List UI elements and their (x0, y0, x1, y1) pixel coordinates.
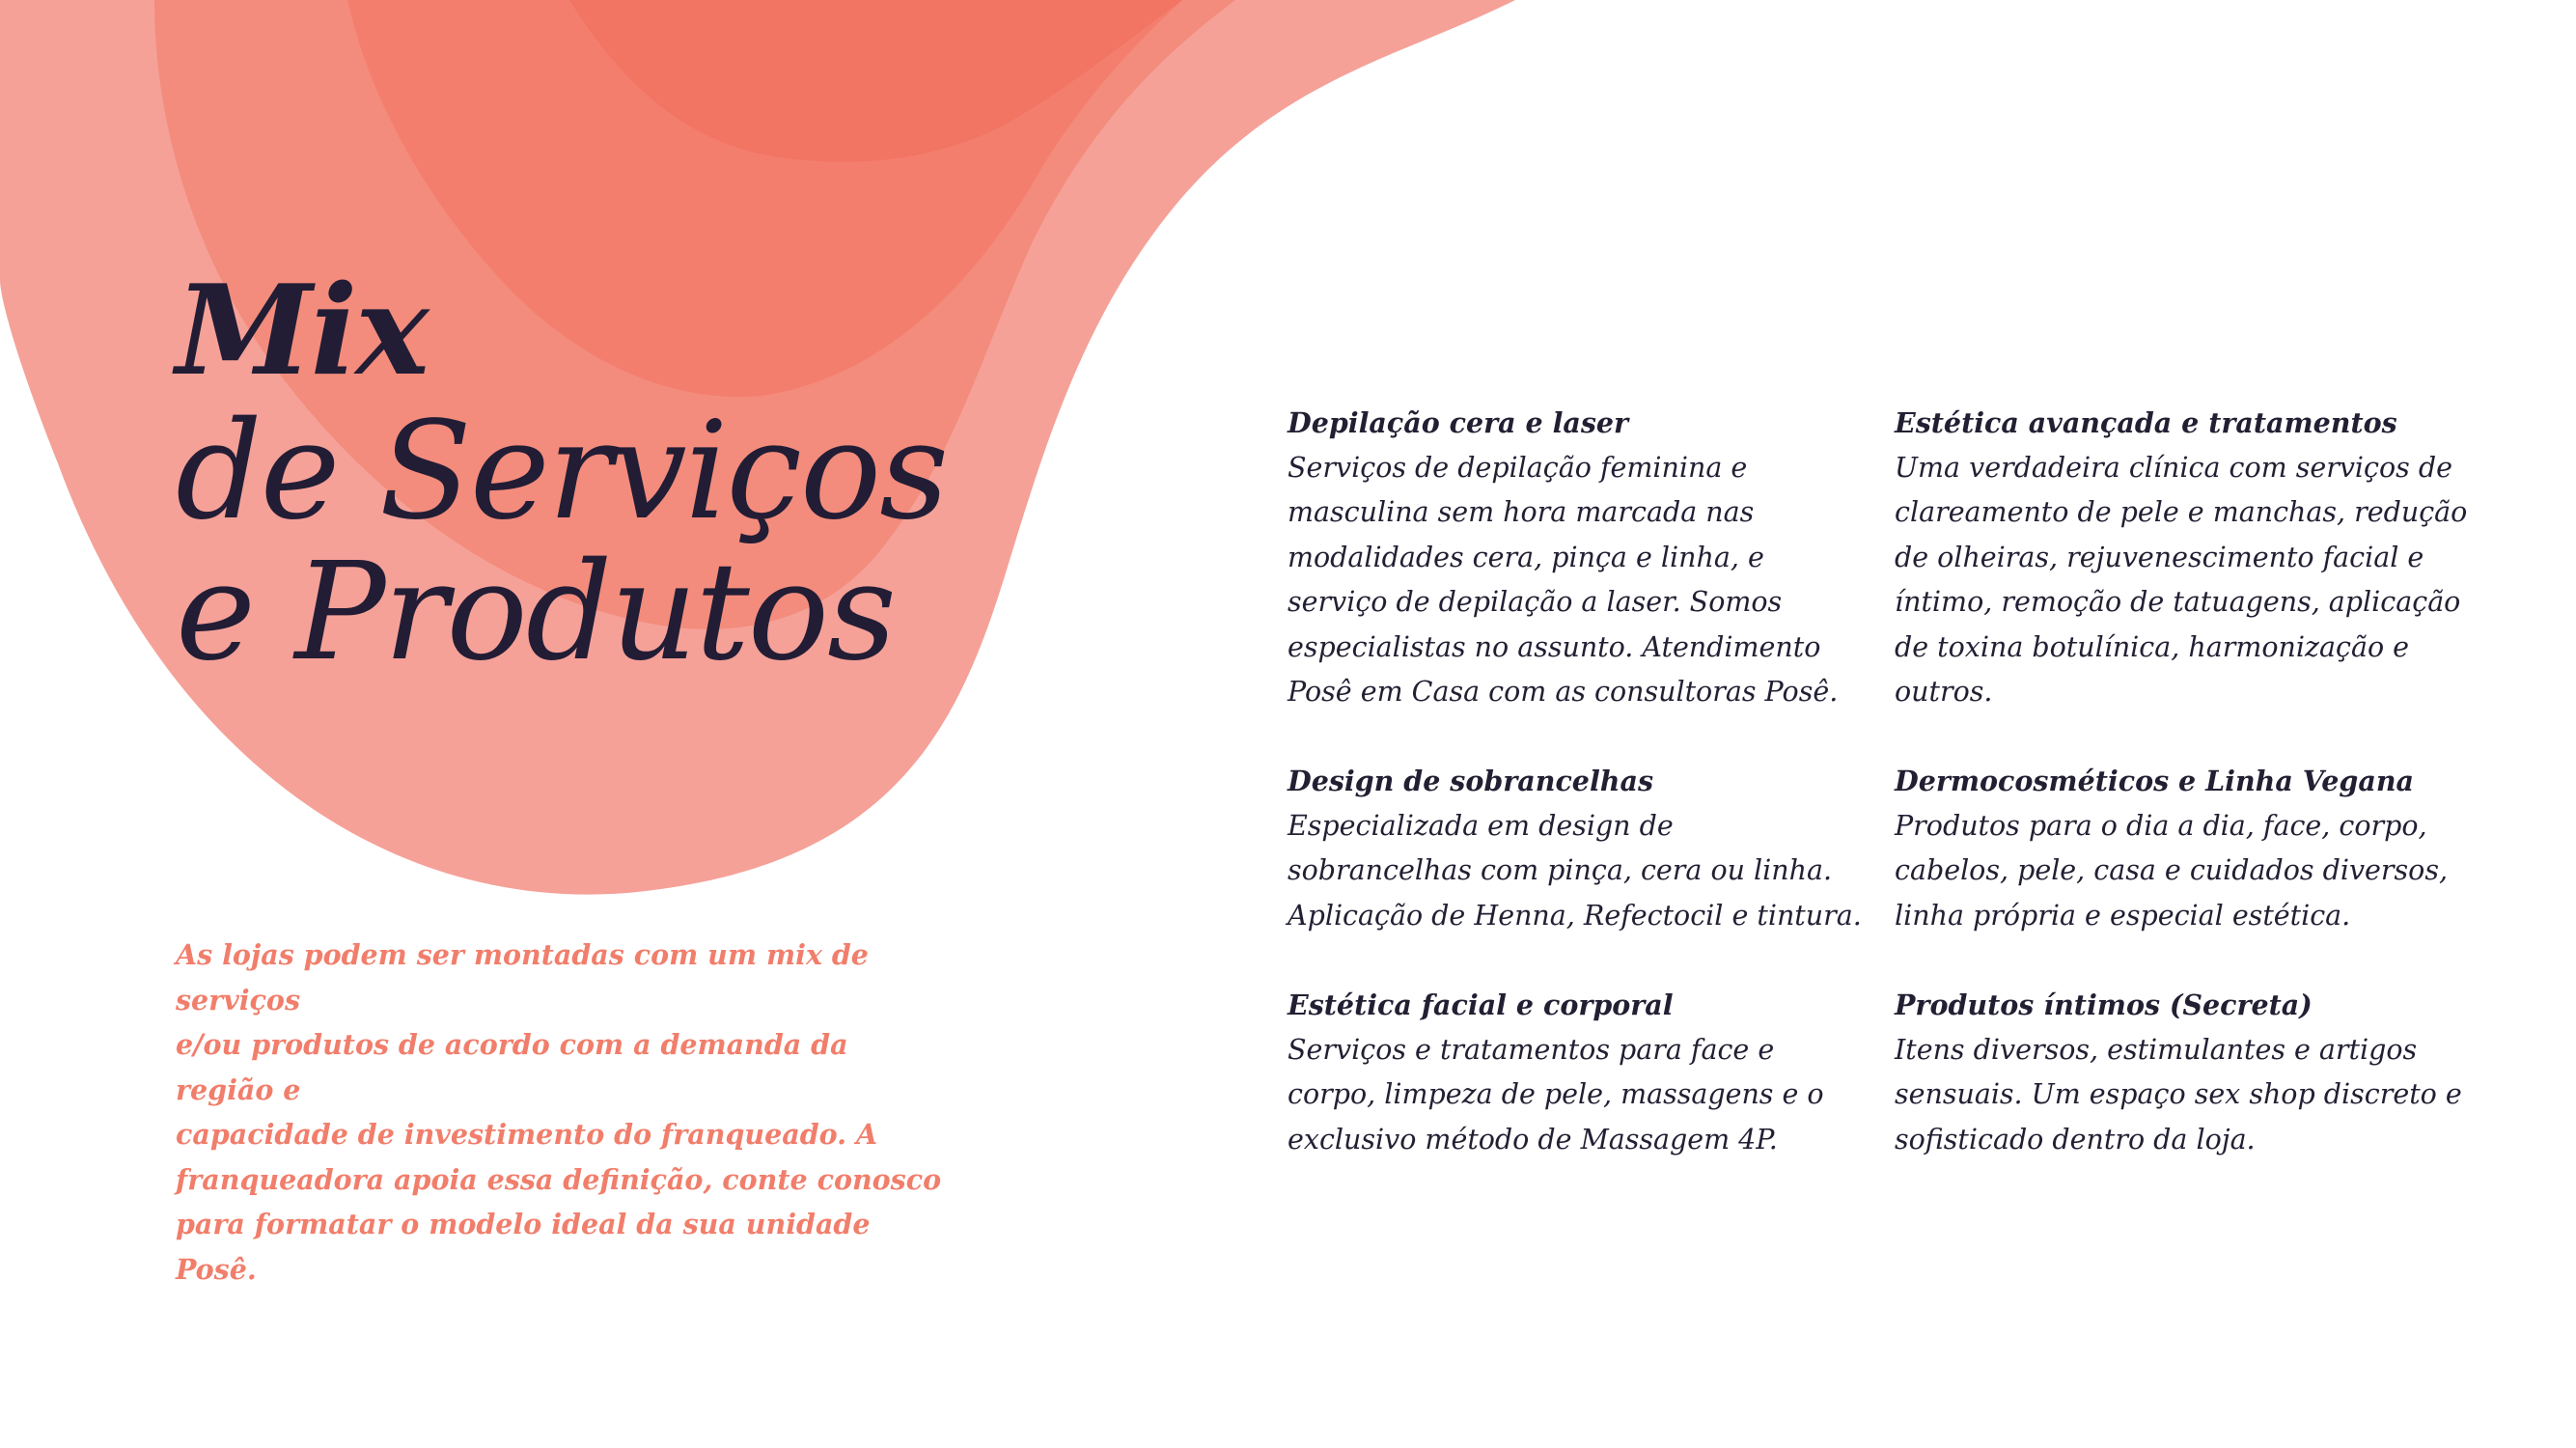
service-title: Dermocosméticos e Linha Vegana (1895, 765, 2415, 797)
title-line-produtos: e Produtos (176, 534, 895, 691)
service-dermocosmeticos (1895, 759, 2474, 938)
service-description: Uma verdadeira clínica com serviços de clareamento de pele e manchas, redução de olheiras, rejuvenescimento facial e íntimo, remoção de tatuagens, aplicação de toxina botulínica, harmonização e outros. (1895, 451, 2468, 708)
service-design-sobrancelhas (1288, 759, 1867, 938)
service-title: Estética facial e corporal (1288, 989, 1674, 1021)
service-description: Serviços de depilação feminina e masculina sem hora marcada nas modalidades cera, pinça e linha, e serviço de depilação a laser. Somos especialistas no assunto. Atendimento Posê em Casa com as consultoras Posê. (1288, 451, 1839, 708)
title-line-servicos: de Serviços (176, 393, 948, 550)
service-estetica-avancada (1895, 401, 2474, 715)
service-depilacao (1288, 401, 1867, 715)
title-line-mix: Mix (176, 259, 428, 404)
service-title: Produtos íntimos (Secreta) (1895, 989, 2313, 1021)
service-description: Serviços e tratamentos para face e corpo, limpeza de pele, massagens e o exclusivo método de Massagem 4P. (1288, 1033, 1824, 1156)
intro-paragraph: As lojas podem ser montadas com um mix de serviços e/ou produtos de acordo com a demanda da região e capacidade de investimento do franqueado. A franqueadora apoia essa definição, conte conosco para formatar o modelo ideal da sua unidade Posê. (176, 938, 942, 1286)
service-title: Estética avançada e tratamentos (1895, 406, 2397, 439)
service-estetica-facial (1288, 983, 1867, 1162)
service-produtos-intimos (1895, 983, 2474, 1162)
service-description: Especializada em design de sobrancelhas com pinça, cera ou linha. Aplicação de Henna, Refectocil e tintura. (1288, 809, 1862, 932)
service-title: Design de sobrancelhas (1288, 765, 1654, 797)
service-description: Itens diversos, estimulantes e artigos sensuais. Um espaço sex shop discreto e sofisticado dentro da loja. (1895, 1033, 2462, 1156)
service-description: Produtos para o dia a dia, face, corpo, cabelos, pele, casa e cuidados diversos, linha própria e especial estética. (1895, 809, 2449, 932)
service-title: Depilação cera e laser (1288, 406, 1629, 439)
page-title (176, 259, 1044, 691)
